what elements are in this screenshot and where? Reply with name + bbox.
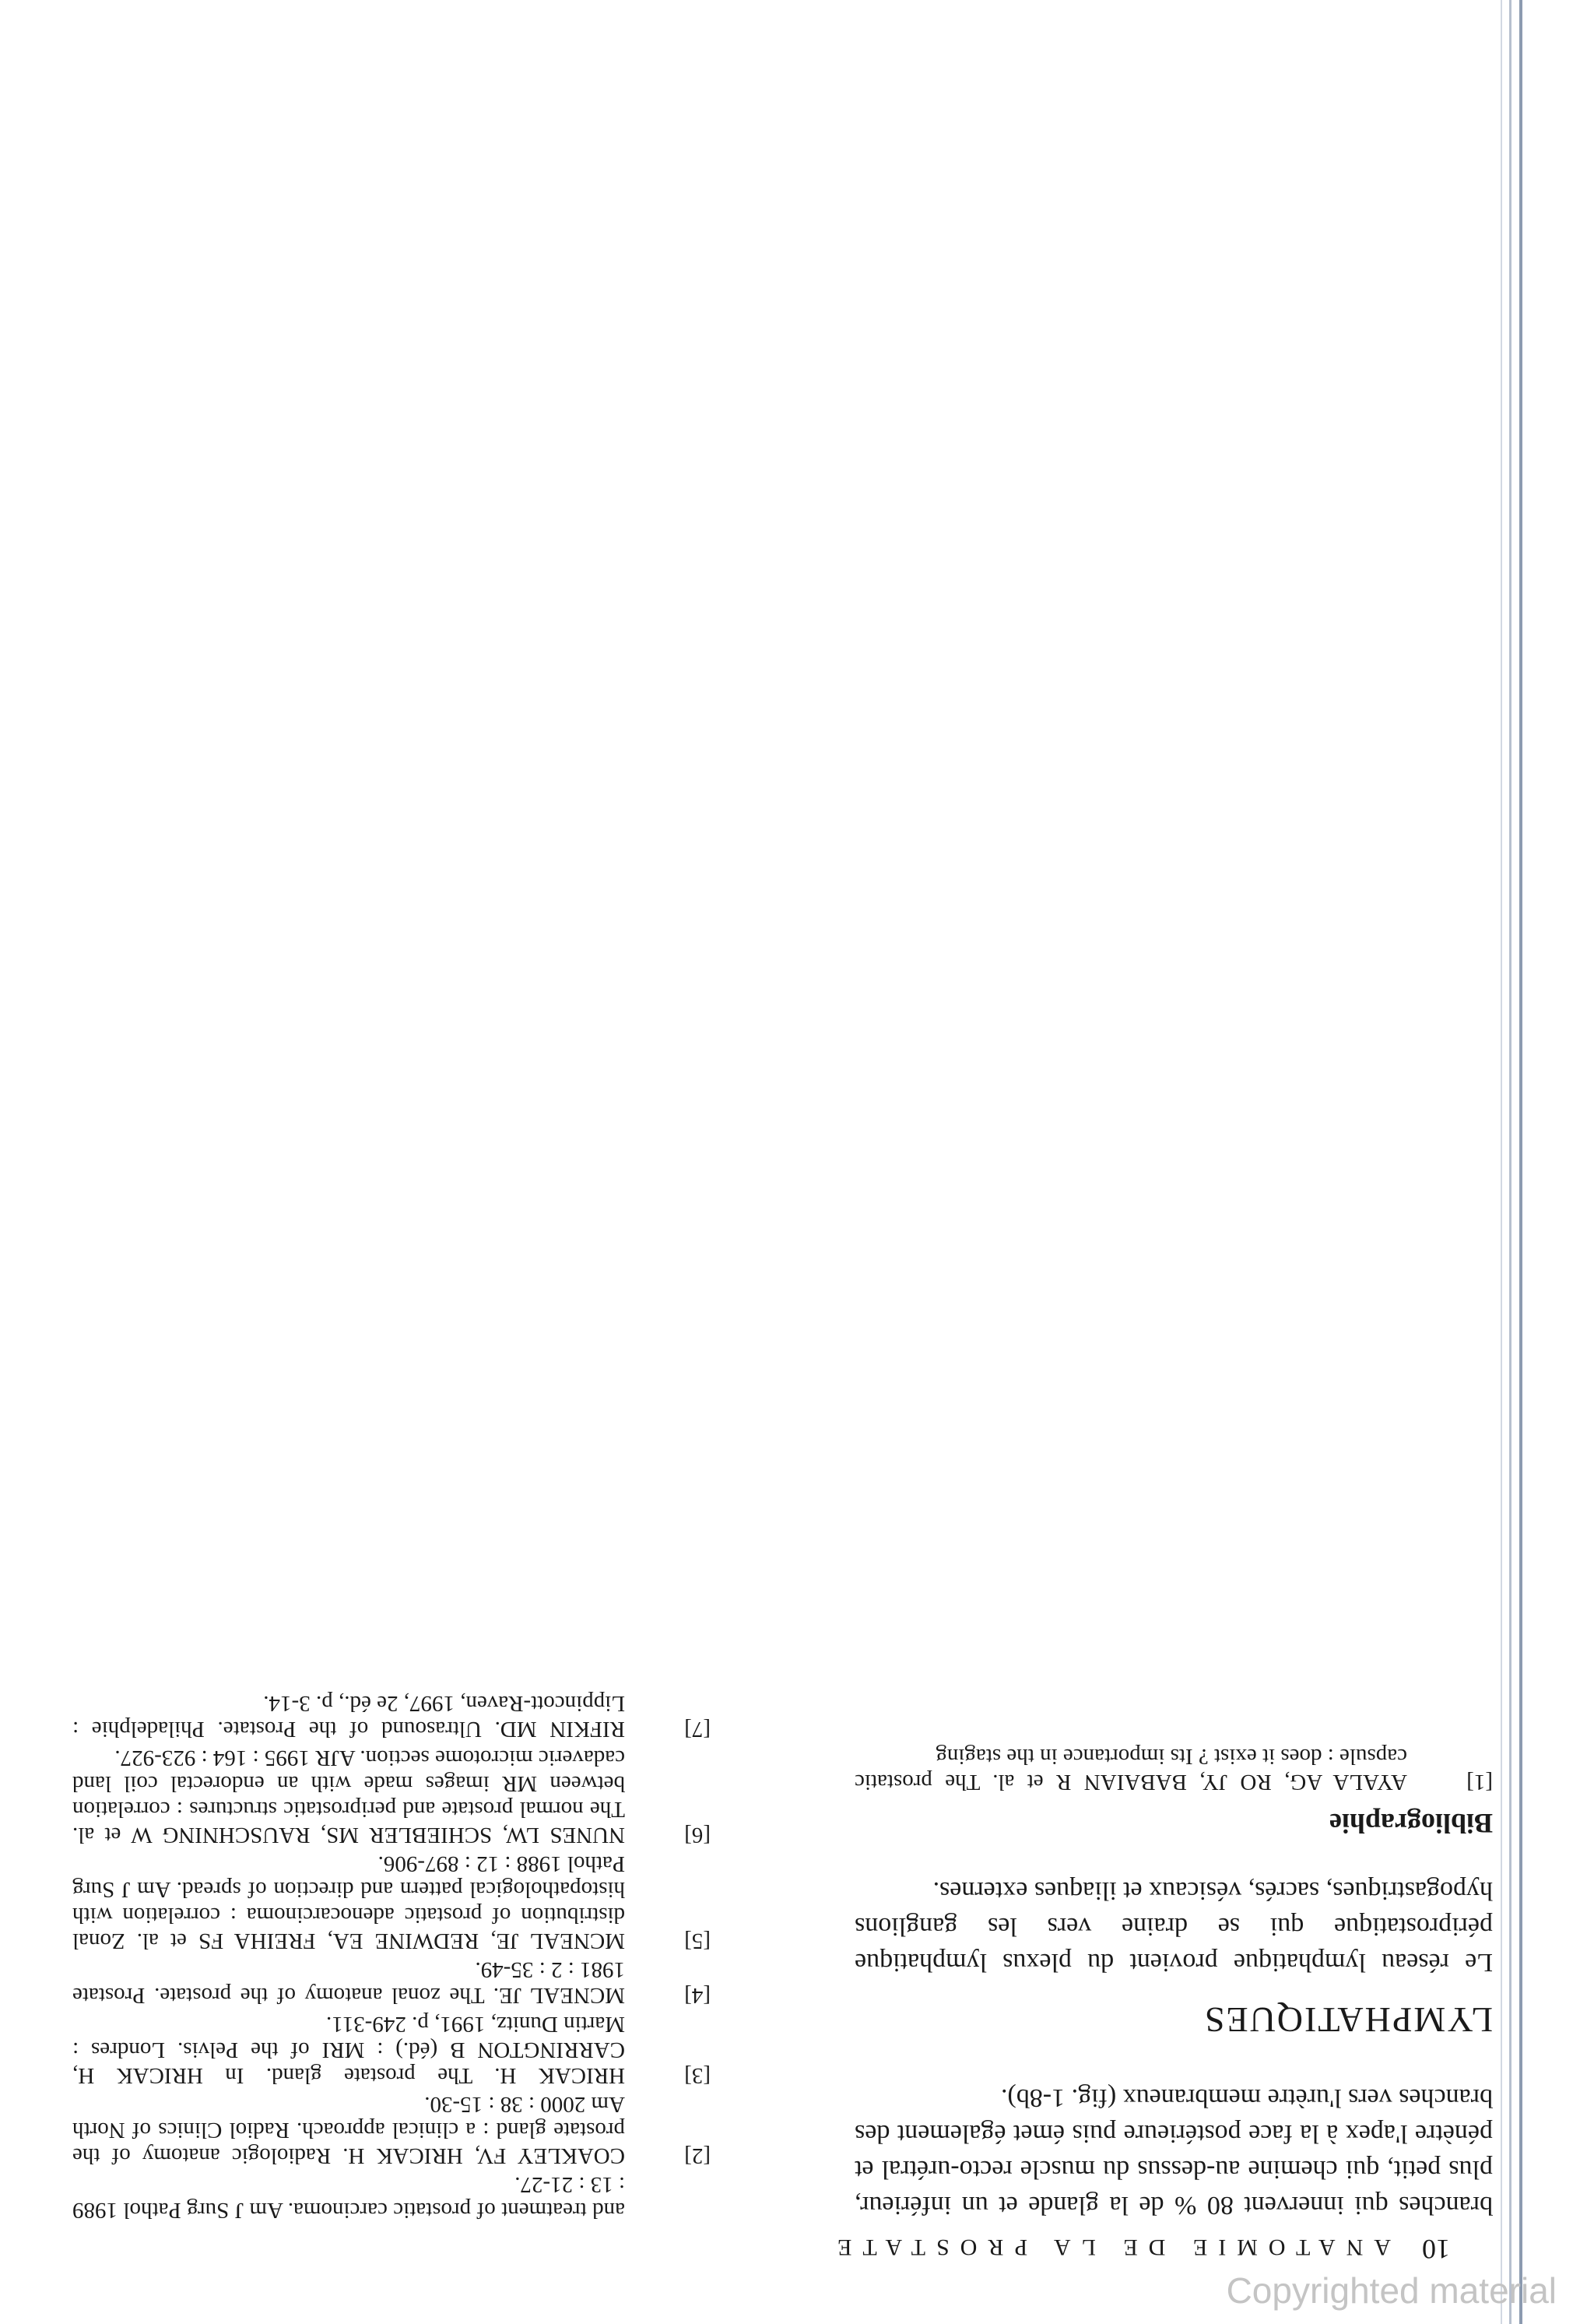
right-column [72, 1687, 711, 2223]
bibliography-heading: Bibliographie [1329, 1808, 1493, 1839]
running-head [812, 2234, 1450, 2266]
reference-number: [3] [684, 2063, 711, 2088]
reference-text: AYALA AG, RO JY, BABAIAN R et al. The prostatic capsule : does it exist ? Its importance in the staging [855, 1744, 1407, 1795]
binding-line [1519, 0, 1522, 2324]
left-column [855, 1740, 1493, 2223]
reference-text: HRICAK H. The prostate gland. In HRICAK H, CARRINGTON B (éd.) : MRI of the Pelvis. Londres : Martin Dunitz, 1991, p. 249-311. [72, 2012, 625, 2088]
binding-line [1509, 0, 1511, 2324]
reference-number: [5] [684, 1928, 711, 1953]
reference-entry [72, 1745, 711, 1848]
reference-text: RIFKIN MD. Ultrasound of the Prostate. Philadelphie : Lippincott-Raven, 1997, 2e éd., p. 3-14. [72, 1691, 625, 1742]
reference-number: [4] [684, 1983, 711, 2008]
binding-line [1501, 0, 1502, 2324]
reference-entry [72, 1851, 711, 1953]
reference-entry [855, 1743, 1493, 1795]
reference-text: NUNES LW, SCHIEBLER MS, RAUSCHNING W et al. The normal prostate and periprostatic structures : correlation between MR images made with an endorectal coil land cadaveric microtome section. AJR 1995 : 164 : 923-927. [72, 1746, 625, 1848]
reference-entry [72, 1690, 711, 1742]
reference-text: COAKLEY FV, HRICAK H. Radiologic anatomy of the prostate gland : a clinical approach. Radiol Clinics of North Am 2000 : 38 : 15-30. [72, 2092, 625, 2168]
reference-text: and treatment of prostatic carcinoma. Am J Surg Pathol 1989 : 13 : 21-27. [72, 2172, 625, 2223]
paragraph-nerves: branches qui innervent 80 % de la glande et un inférieur, plus petit, qui chemine au-dessus du muscle recto-urétral et pénètre l'apex à la face postérieure puis émet également des branches vers l'urètre membraneux (fig. 1-8b). [855, 2083, 1493, 2220]
section-title-lymphatiques: LYMPHATIQUES [1203, 2000, 1493, 2040]
running-head-title: ANATOMIE DE LA PROSTATE [827, 2234, 1391, 2260]
reference-text: MCNEAL JE. The zonal anatomy of the prostate. Prostate 1981 : 2 : 35-49. [72, 1957, 625, 2008]
reference-entry [72, 2171, 711, 2223]
paragraph-lymphatiques: Le réseau lymphatique provient du plexus lymphatique périprostatique qui se draine vers les ganglions hypogastriques, sacrés, vésicaux et iliaques externes. [855, 1876, 1493, 1977]
reference-number: [6] [684, 1823, 711, 1848]
reference-entry [72, 2091, 711, 2168]
page-number: 10 [1422, 2234, 1450, 2265]
reference-number: [7] [684, 1717, 711, 1742]
reference-number: [2] [684, 2143, 711, 2168]
copyright-watermark: Copyrighted material [1226, 2270, 1557, 2311]
reference-number: [1] [1466, 1770, 1493, 1795]
reference-text: MCNEAL JE, REDWINE EA, FREIHA FS et al. Zonal distribution of prostatic adenocarcinoma : correlation with histopathological pattern and direction of spread. Am J Surg Pathol 1988 : 12 : 897-906. [72, 1851, 625, 1953]
reference-entry [72, 2011, 711, 2088]
reference-entry [72, 1957, 711, 2008]
